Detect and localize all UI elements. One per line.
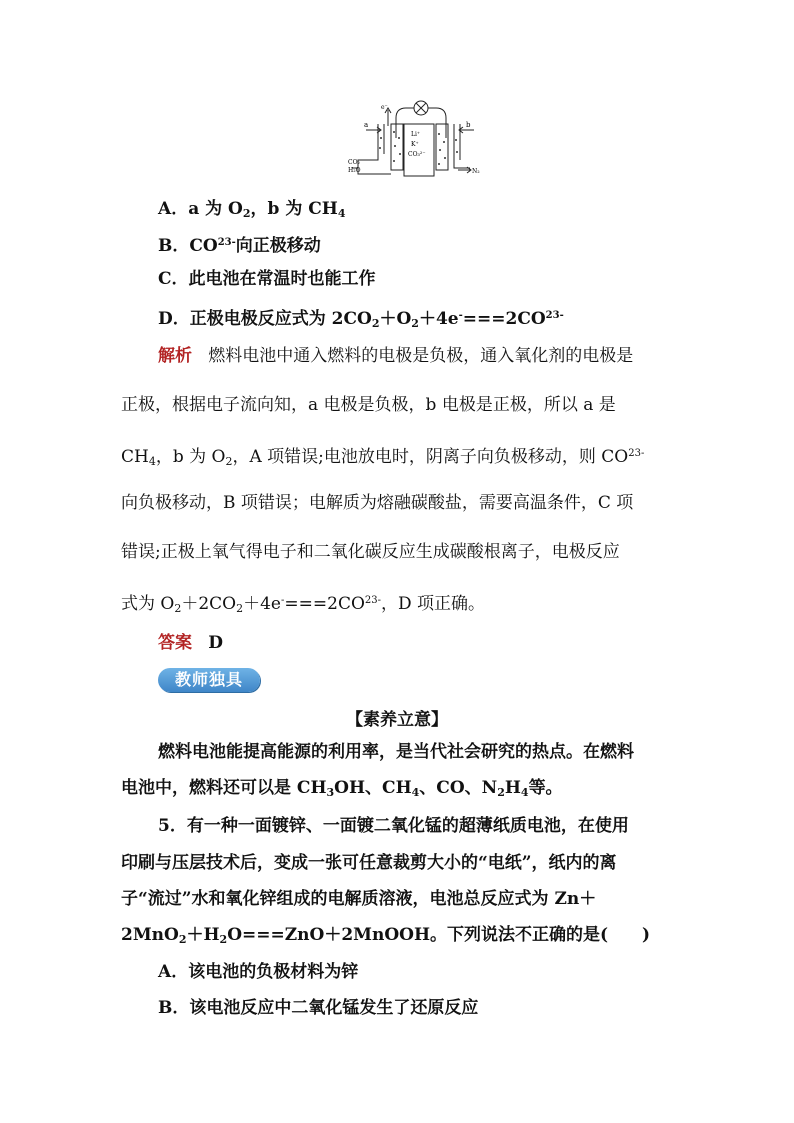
- electron-label: e⁻: [381, 104, 388, 111]
- analysis-line-5: 错误;正极上氧气得电子和二氧化碳反应生成碳酸根离子，电极反应: [121, 542, 620, 562]
- option-b: B．$CO^{23-}$向正极移动: [158, 236, 321, 256]
- analysis-line-2: 正极，根据电子流向知，a 电极是负极，b 电极是正极，所以 a 是: [121, 395, 616, 415]
- analysis-line-4: 向负极移动，B 项错误；电解质为熔融碳酸盐，需要高温条件，C 项: [121, 493, 634, 513]
- outlet-h2o-label: H₂O: [348, 167, 361, 174]
- answer-value: D: [208, 633, 223, 653]
- q5-line-4: $2MnO_2+H_2O===ZnO+2MnOOH$。下列说法不正确的是( ): [121, 925, 651, 946]
- fuel-cell-diagram: [348, 98, 478, 180]
- q5-line-2: 印刷与压层技术后，变成一张可任意裁剪大小的“电纸”，纸内的离: [121, 853, 617, 873]
- literacy-line-1: 燃料电池能提高能源的利用率，是当代社会研究的热点。在燃料: [158, 742, 634, 762]
- analysis-line-3: $CH_4$，b 为 $O_2$，A 项错误;电池放电时，阴离子向负极移动，则 $CO^{23-}$: [121, 447, 645, 468]
- option-d: D．正极电极反应式为 $2CO_2+O_2+4e^-===2CO^{23-}$: [158, 309, 564, 330]
- q5-line-1: 5．有一种一面镀锌、一面镀二氧化锰的超薄纸质电池，在使用: [158, 816, 629, 836]
- analysis-line-1: 解析 燃料电池中通入燃料的电极是负极，通入氧化剂的电极是: [158, 346, 634, 366]
- literacy-line-2: 电池中，燃料还可以是 $CH_3OH$、$CH_4$、CO、$N_2H_4$等。: [121, 778, 563, 799]
- input-a-label: a: [364, 121, 369, 129]
- answer-line: [158, 631, 223, 655]
- outlet-n2-label: N₂: [472, 168, 480, 175]
- ion-li-label: Li⁺: [411, 131, 421, 138]
- teacher-exclusive-badge: 教师独具: [158, 668, 260, 692]
- option-a: A．a 为 $O_2$，b 为 $CH_4$: [158, 199, 346, 220]
- section-title: 【素养立意】: [346, 710, 448, 730]
- input-b-label: b: [466, 121, 471, 129]
- ion-k-label: K⁺: [411, 141, 419, 148]
- option-c: C．此电池在常温时也能工作: [158, 269, 376, 289]
- ion-co3-label: CO₃²⁻: [408, 151, 426, 158]
- answer-label: 答案: [158, 633, 192, 653]
- analysis-line-6: 式为 $O_2+2CO_2+4e^-===2CO^{23-}$，D 项正确。: [121, 594, 486, 615]
- outlet-co2-label: CO₂: [348, 159, 360, 166]
- analysis-label: 解析: [158, 346, 192, 366]
- q5-line-3: 子“流过”水和氧化锌组成的电解质溶液，电池总反应式为 Zn＋: [121, 889, 597, 909]
- q5-option-b: B．该电池反应中二氧化锰发生了还原反应: [158, 998, 479, 1018]
- q5-option-a: A．该电池的负极材料为锌: [158, 962, 359, 982]
